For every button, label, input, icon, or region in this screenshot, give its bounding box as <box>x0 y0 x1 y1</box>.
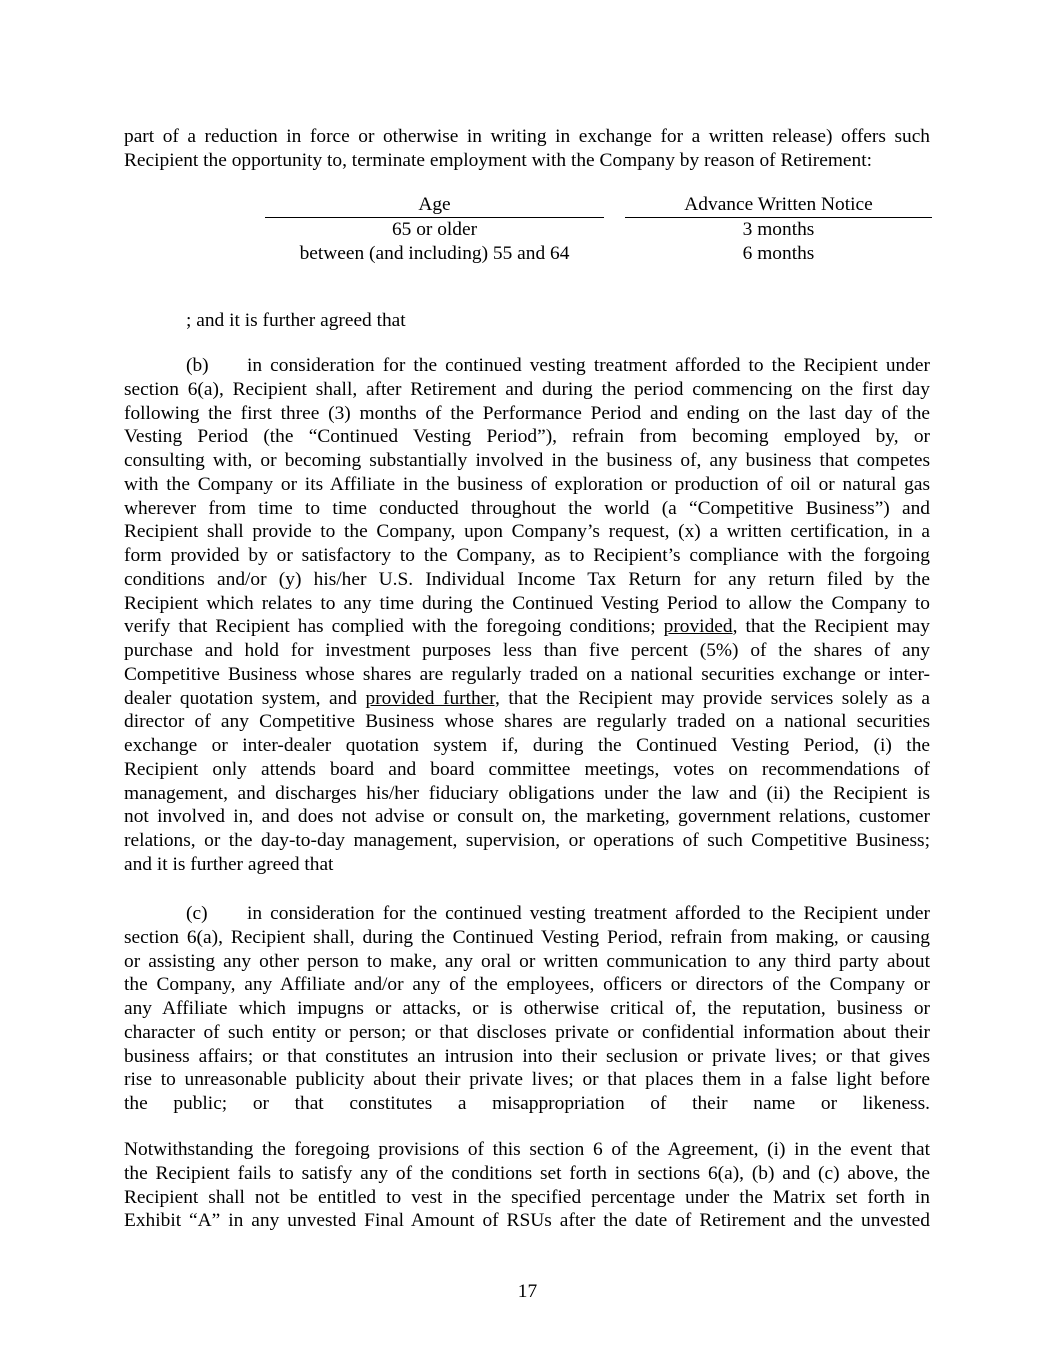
text-line: the Recipient fails to satisfy any of the conditions set forth in sections 6(a), (b) and (c) above, the <box>124 1162 930 1184</box>
notwithstanding-paragraph <box>124 1138 930 1233</box>
paragraph-label: (c) <box>186 903 208 924</box>
text-line: Recipient shall not be entitled to vest in the specified percentage under the Matrix set forth in <box>124 1186 930 1208</box>
text-line <box>124 687 930 711</box>
text-line <box>124 615 930 639</box>
text-line <box>124 354 930 378</box>
table-header-notice: Advance Written Notice <box>625 193 932 218</box>
text-line: consulting with, or becoming substantially involved in the business of, any business that competes <box>124 450 930 471</box>
text-line: Recipient only attends board and board committee meetings, votes on recommendations of <box>124 758 930 780</box>
table-cell: 6 months <box>742 243 815 264</box>
table-cell: 3 months <box>742 219 815 240</box>
paragraph-c <box>124 902 930 1116</box>
text-segment: verify that Recipient has complied with the foregoing conditions; <box>124 616 664 638</box>
text-line: section 6(a), Recipient shall, after Retirement and during the period commencing on the first day <box>124 378 930 400</box>
text-line: purchase and hold for investment purposes less than five percent (5%) of the shares of any <box>124 640 930 661</box>
table-column-age <box>265 193 604 266</box>
text-line: business affairs; or that constitutes an intrusion into their seclusion or private lives; or that gives <box>124 1045 930 1067</box>
text-segment: dealer quotation system, and <box>124 687 366 709</box>
text-line: Competitive Business whose shares are regularly traded on a national securities exchange or inter- <box>124 663 930 685</box>
table-cell: 65 or older <box>391 219 478 240</box>
text-line: exchange or inter-dealer quotation system if, during the Continued Vesting Period, (i) the <box>124 735 930 756</box>
text-line: Recipient which relates to any time during the Continued Vesting Period to allow the Company to <box>124 592 930 614</box>
text-line: Recipient shall provide to the Company, upon Company’s request, (x) a written certification, in a <box>124 521 930 543</box>
text-line: Recipient the opportunity to, terminate employment with the Company by reason of Retirement: <box>124 149 872 171</box>
table-header-age: Age <box>265 193 604 218</box>
text-line: character of such entity or person; or that discloses private or confidential information about their <box>124 1021 930 1043</box>
text-line: the public; or that constitutes a misappropriation of their name or likeness. <box>124 1093 930 1114</box>
text-line: relations, or the day-to-day management, supervision, or operations of such Competitive Business; <box>124 830 930 851</box>
paragraph-label: (b) <box>186 355 209 376</box>
text-line: rise to unreasonable publicity about their private lives; or that places them in a false light before <box>124 1069 930 1091</box>
table-column-notice <box>625 193 932 266</box>
text-line: management, and discharges his/her fiduciary obligations under the law and (ii) the Recipient is <box>124 782 930 804</box>
text-line: part of a reduction in force or otherwise in writing in exchange for a written release) offers such <box>124 126 930 147</box>
text-line: Vesting Period (the “Continued Vesting Period”), refrain from becoming employed by, or <box>124 426 930 448</box>
text-line: or assisting any other person to make, any oral or written communication to any third party about <box>124 950 930 972</box>
text-line: Notwithstanding the foregoing provisions of this section 6 of the Agreement, (i) in the event that <box>124 1139 930 1160</box>
paragraph-b <box>124 354 930 877</box>
underlined-term: provided further, <box>365 687 500 709</box>
text-line: section 6(a), Recipient shall, during the Continued Vesting Period, refrain from making, or causing <box>124 926 930 948</box>
intro-paragraph <box>124 125 930 173</box>
text-segment: , that the Recipient may <box>732 616 930 638</box>
table-cell: between (and including) 55 and 64 <box>299 243 570 264</box>
text-line-content: in consideration for the continued vesting treatment afforded to the Recipient under <box>247 903 930 924</box>
underlined-term: provided <box>663 616 733 638</box>
text-line: wherever from time to time conducted throughout the world (a “Competitive Business”) and <box>124 497 930 519</box>
further-agreed-text: ; and it is further agreed that <box>186 310 406 331</box>
text-line: Exhibit “A” in any unvested Final Amount of RSUs after the date of Retirement and the unvested <box>124 1210 930 1232</box>
text-line: following the first three (3) months of the Performance Period and ending on the last day of the <box>124 402 930 424</box>
text-segment: that the Recipient may provide services solely as a <box>499 687 930 709</box>
text-line: any Affiliate which impugns or attacks, or is otherwise critical of, the reputation, business or <box>124 998 930 1019</box>
text-line: with the Company or its Affiliate in the business of exploration or production of oil or natural gas <box>124 473 930 495</box>
text-line: conditions and/or (y) his/her U.S. Individual Income Tax Return for any return filed by the <box>124 568 930 590</box>
text-line: the Company, any Affiliate and/or any of the employees, officers or directors of the Company or <box>124 974 930 996</box>
text-line: director of any Competitive Business whose shares are regularly traded on a national securities <box>124 711 930 733</box>
page-number: 17 <box>517 1281 538 1302</box>
text-line: and it is further agreed that <box>124 853 334 875</box>
text-line: form provided by or satisfactory to the Company, as to Recipient’s compliance with the forgoing <box>124 545 930 566</box>
text-line-content: in consideration for the continued vesting treatment afforded to the Recipient under <box>247 355 930 376</box>
text-line <box>124 902 930 926</box>
text-line: not involved in, and does not advise or consult on, the marketing, government relations, customer <box>124 806 930 828</box>
